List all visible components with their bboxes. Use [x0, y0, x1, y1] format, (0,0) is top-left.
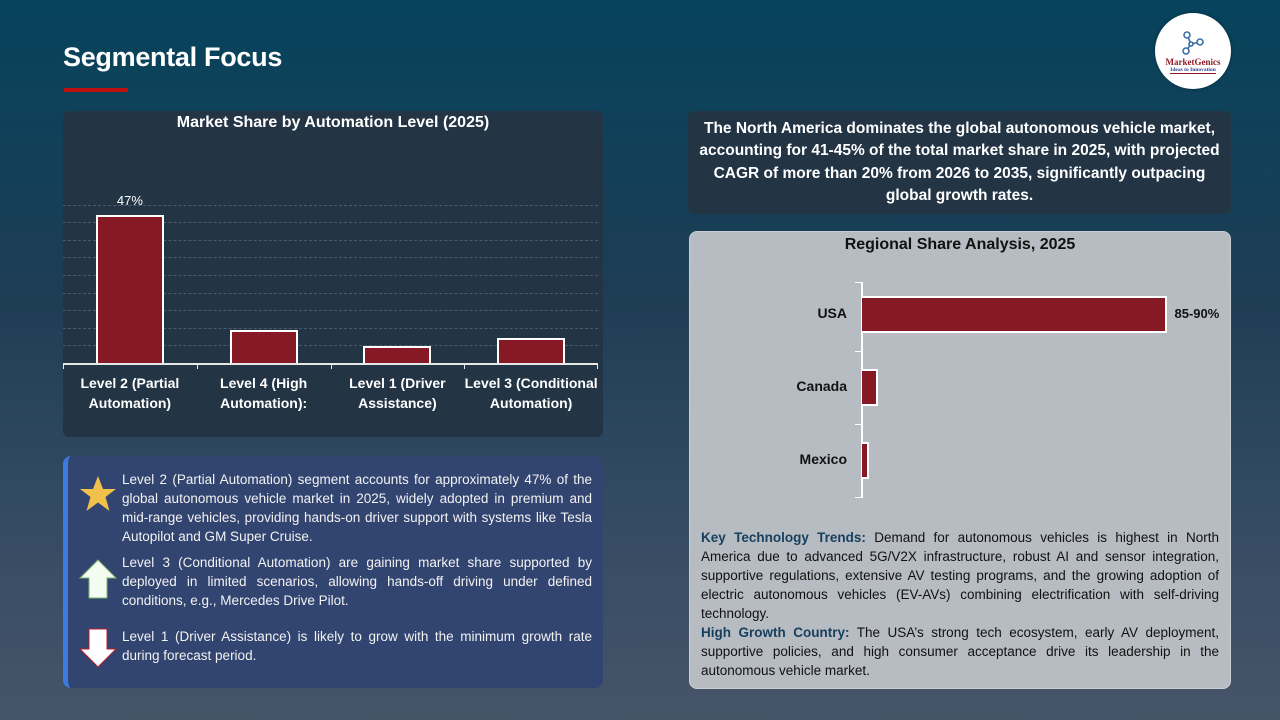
- arrow-up-icon: [78, 559, 118, 599]
- bar: [862, 442, 869, 479]
- category-label: Level 3 (Conditional Automation): [464, 375, 598, 411]
- category-label: Level 2 (Partial Automation): [80, 375, 180, 411]
- bar: [862, 296, 1167, 333]
- x-axis-tick: [63, 363, 64, 369]
- logo-name: MarketGenics: [1165, 57, 1221, 67]
- bar: [230, 330, 298, 363]
- molecule-network-icon: [1180, 30, 1206, 56]
- insight-text: Level 1 (Driver Assistance) is likely to grow with the minimum growth rate during forecast period.: [122, 629, 592, 663]
- trends-text: [701, 528, 1219, 680]
- insight-text: Level 2 (Partial Automation) segment accounts for approximately 47% of the global autonomous vehicle market in 2025, widely adopted in premium and mid-range vehicles, providing hands-on driver support with systems like Tesla Autopilot and GM Super Cruise.: [122, 472, 592, 544]
- company-logo: [1155, 13, 1231, 89]
- key-tech-trends-label: Key Technology Trends:: [701, 530, 866, 545]
- page-title: Segmental Focus: [63, 42, 283, 72]
- star-icon: [78, 474, 118, 514]
- bar-value-label: 47%: [116, 193, 143, 209]
- category-label: Mexico: [799, 451, 847, 467]
- arrow-down-icon: [78, 628, 118, 668]
- bar: [363, 346, 431, 363]
- category-label: Level 1 (Driver Assistance): [349, 375, 446, 411]
- y-axis-tick: [855, 424, 861, 425]
- chart-title: Market Share by Automation Level (2025): [176, 114, 490, 131]
- automation-level-chart-panel: [63, 111, 603, 437]
- north-america-summary: The North America dominates the global autonomous vehicle market, accounting for 41-45% of the total market share in 2025, with projected CAGR of more than 20% from 2026 to 2035, significantly outpacing global growth rates.: [688, 111, 1231, 214]
- regional-share-panel: [689, 231, 1231, 689]
- bar: [96, 215, 164, 363]
- segment-insights-panel: [63, 456, 603, 688]
- x-axis-tick: [331, 363, 332, 369]
- category-label: Canada: [796, 378, 847, 394]
- category-label: USA: [817, 305, 847, 321]
- title-underline: [64, 88, 128, 92]
- y-axis-tick: [855, 351, 861, 352]
- x-axis-tick: [597, 363, 598, 369]
- chart-title: Regional Share Analysis, 2025: [844, 236, 1076, 253]
- insight-text: Level 3 (Conditional Automation) are gaining market share supported by deployed in limited scenarios, allowing hands-off driving under defined conditions, e.g., Mercedes Drive Pilot.: [122, 555, 592, 608]
- x-axis-tick: [197, 363, 198, 369]
- bar: [862, 369, 878, 406]
- category-label: Level 4 (High Automation):: [220, 375, 308, 411]
- bar-value-label: 85-90%: [1174, 306, 1220, 321]
- y-axis-tick: [855, 282, 861, 283]
- y-axis-tick: [855, 497, 861, 498]
- x-axis-tick: [464, 363, 465, 369]
- high-growth-country-text: The USA’s strong tech ecosystem, early AV deployment, supportive policies, and high consumer acceptance drive its leadership in the autonomous vehicle market.: [701, 625, 1219, 678]
- bar: [497, 338, 565, 363]
- logo-tagline: Ideas to Innovation: [1170, 67, 1216, 73]
- high-growth-country-label: High Growth Country:: [701, 625, 850, 640]
- bar-chart-plot: [63, 111, 603, 437]
- key-tech-trends-text: Demand for autonomous vehicles is highest in North America due to advanced 5G/V2X infrastructure, robust AI and sensor integration, supportive regulations, extensive AV testing programs, and the growing adoption of electric autonomous vehicles (EV-AVs) combining electrification with self-driving technology.: [701, 530, 1219, 621]
